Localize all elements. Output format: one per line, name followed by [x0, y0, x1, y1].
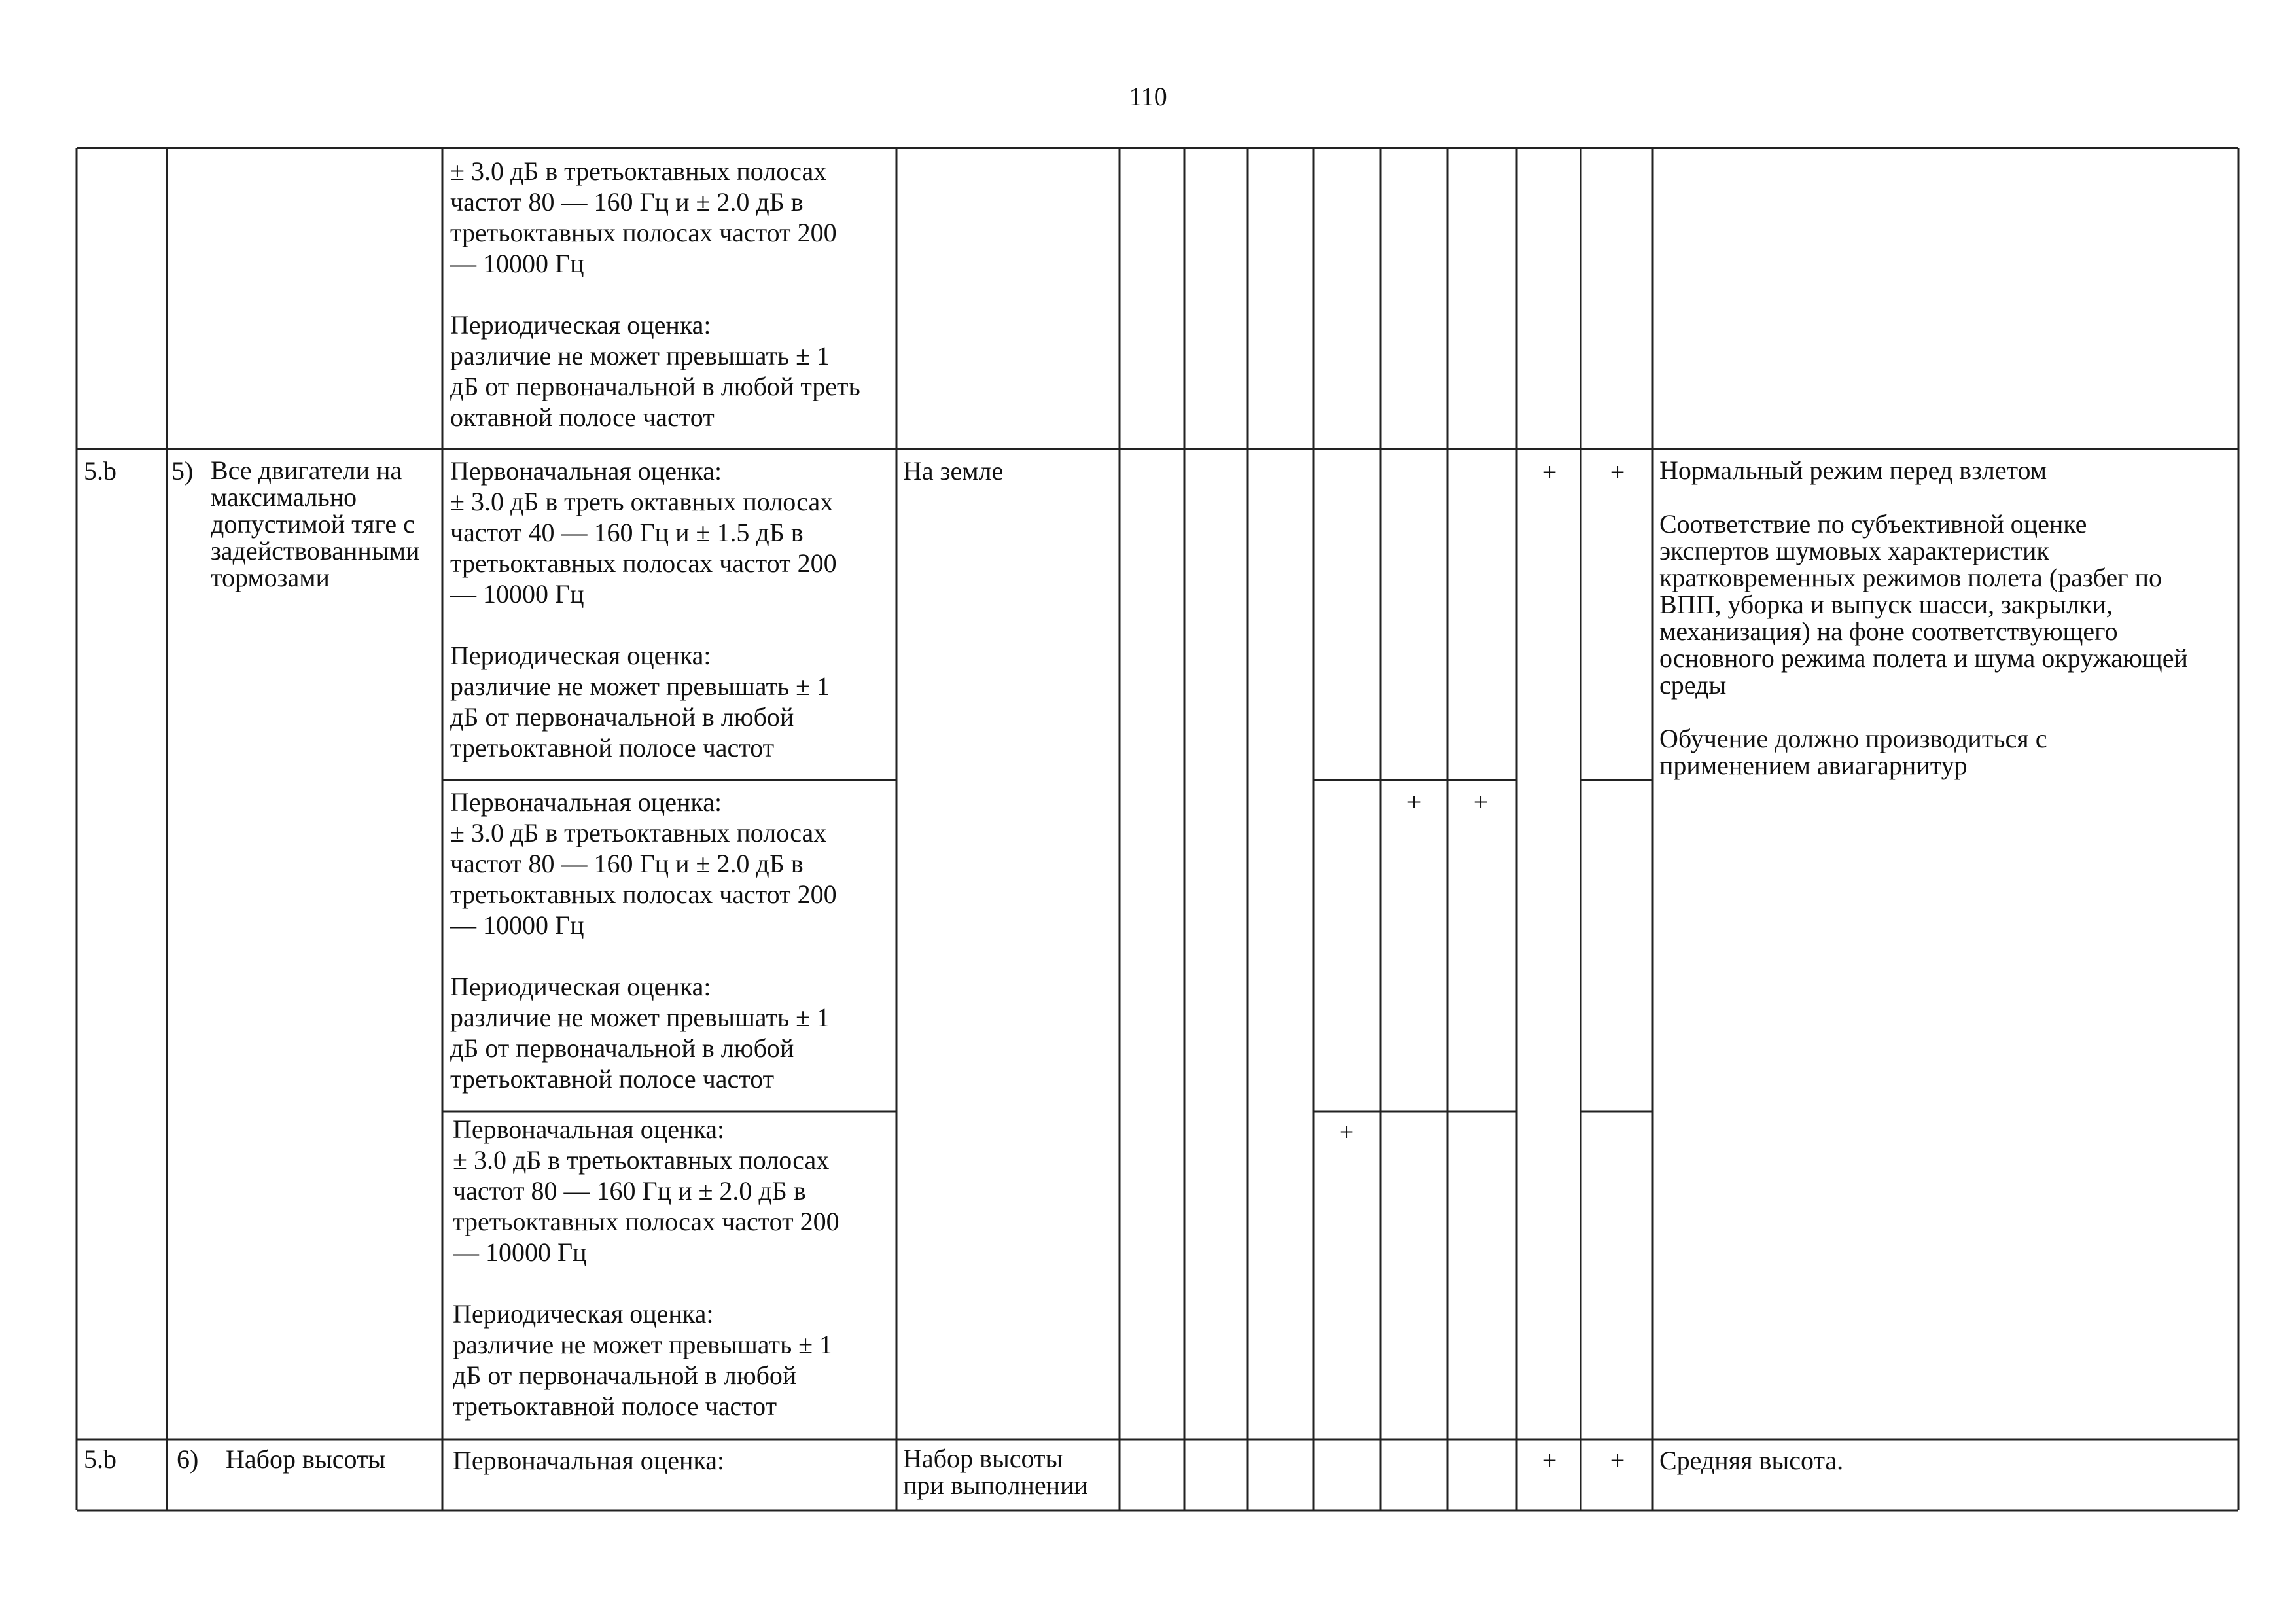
- criteria-cell-continued: ± 3.0 дБ в третьоктавных полосах частот 80 — 160 Гц и ± 2.0 дБ в третьоктавных полосах частот 200 — 10000 Гц Периодическая оценка: различие не может превышать ± 1 дБ от первоначальной в любой треть октавной полосе частот: [450, 156, 860, 432]
- condition-cell-6: Набор высоты при выполнении: [903, 1445, 1088, 1500]
- plus-mark-6-a: +: [1542, 1446, 1557, 1475]
- plus-mark-5-c: +: [1406, 787, 1422, 817]
- criteria-cell-5-3: Первоначальная оценка: ± 3.0 дБ в третьоктавных полосах частот 80 — 160 Гц и ± 2.0 дБ в третьоктавных полосах частот 200 — 10000 Гц Периодическая оценка: различие не может превышать ± 1 дБ от первоначальной в любой третьоктавной полосе частот: [453, 1115, 839, 1421]
- row-id-6: 5.b: [84, 1444, 116, 1474]
- row-id-5: 5.b: [84, 456, 116, 486]
- plus-mark-5-d: +: [1473, 787, 1489, 817]
- criteria-cell-6: Первоначальная оценка:: [453, 1446, 725, 1475]
- row-number-5: 5): [171, 456, 194, 486]
- row-number-6: 6): [177, 1444, 199, 1474]
- plus-mark-5-e: +: [1339, 1117, 1354, 1147]
- criteria-cell-5-1: Первоначальная оценка: ± 3.0 дБ в треть октавных полосах частот 40 — 160 Гц и ± 1.5 дБ в третьоктавных полосах частот 200 — 10000 Гц Периодическая оценка: различие не может превышать ± 1 дБ от первоначальной в любой третьоктавной полосе частот: [450, 456, 837, 762]
- page-number: 110: [1129, 82, 1167, 111]
- remarks-cell-5: Нормальный режим перед взлетом Соответствие по субъективной оценке экспертов шумовых характеристик кратковременных режимов полета (разбег по ВПП, уборка и выпуск шасси, закрылки, механизация) на фоне соответствующего основного режима полета и шума окружающей среды Обучение должно производиться с применением авиагарнитур: [1659, 457, 2188, 780]
- criteria-cell-5-2: Первоначальная оценка: ± 3.0 дБ в третьоктавных полосах частот 80 — 160 Гц и ± 2.0 дБ в третьоктавных полосах частот 200 — 10000 Гц Периодическая оценка: различие не может превышать ± 1 дБ от первоначальной в любой третьоктавной полосе частот: [450, 787, 837, 1094]
- plus-mark-6-b: +: [1610, 1446, 1625, 1475]
- row-name-6: Набор высоты: [226, 1444, 386, 1474]
- plus-mark-5-b: +: [1610, 457, 1625, 487]
- plus-mark-5-a: +: [1542, 457, 1557, 487]
- remarks-cell-6: Средняя высота.: [1659, 1446, 1844, 1475]
- row-name-5: Все двигатели на максимально допустимой тяге с задействованными тормозами: [211, 457, 420, 592]
- condition-cell-5: На земле: [903, 456, 1004, 486]
